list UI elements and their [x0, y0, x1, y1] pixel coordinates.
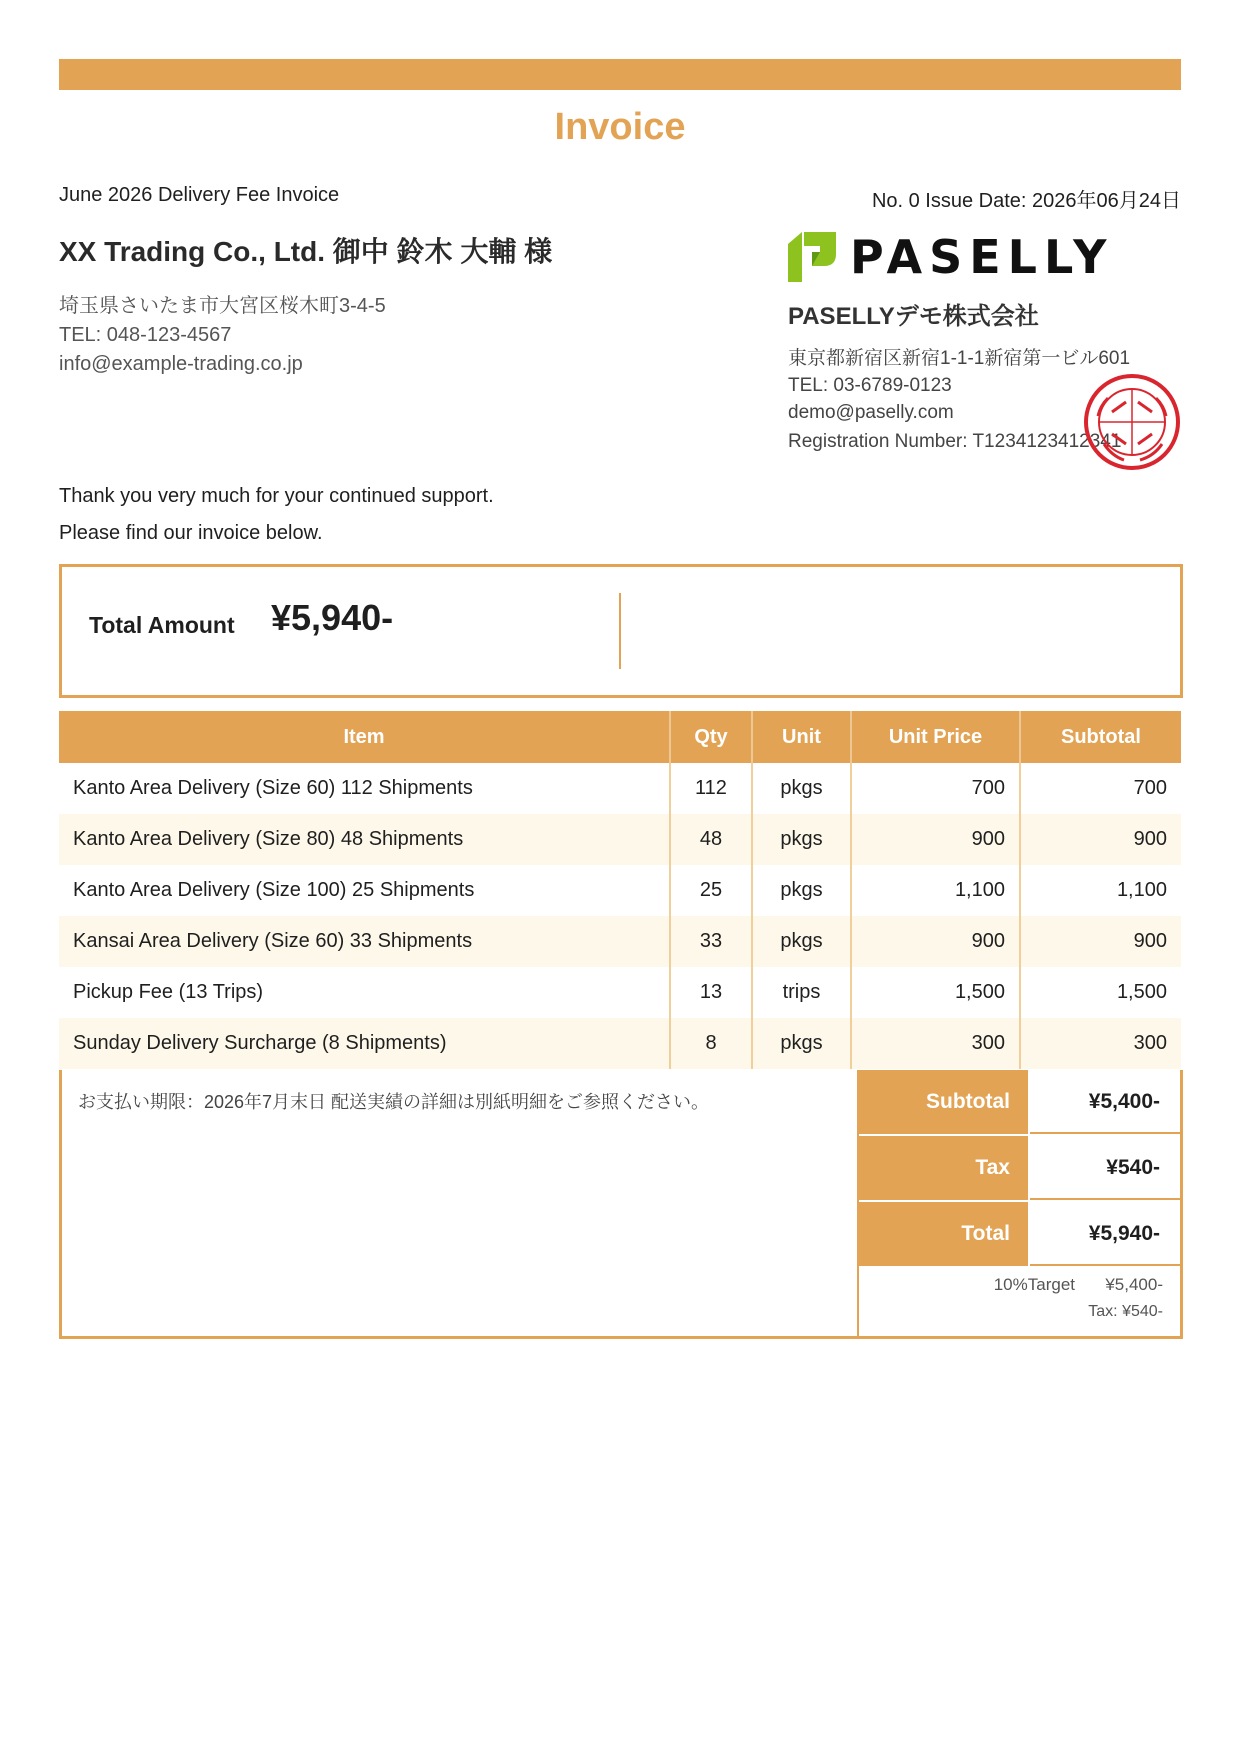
cell-unit: trips [752, 967, 851, 1018]
tax-value: ¥540- [1030, 1136, 1180, 1200]
company-seal-stamp [1082, 372, 1182, 472]
issuer-address: 東京都新宿区新宿1-1-1新宿第一ビル601 [788, 348, 1131, 369]
issuer-email: demo@paselly.com [788, 402, 954, 423]
invoice-subject: June 2026 Delivery Fee Invoice [59, 184, 340, 206]
cell-qty: 33 [670, 916, 752, 967]
client-address: 埼玉県さいたま市大宮区桜木町3-4-5 [59, 295, 386, 317]
cell-item: Kanto Area Delivery (Size 100) 25 Shipments [59, 865, 670, 916]
table-row [59, 1018, 1181, 1069]
greeting-line-2: Please find our invoice below. [59, 522, 323, 544]
total-amount-label: Total Amount [89, 612, 235, 638]
greeting-line-1: Thank you very much for your continued support. [59, 485, 494, 507]
cell-subtotal: 900 [1020, 814, 1181, 865]
subtotal-label: Subtotal [859, 1070, 1028, 1134]
issuer-tel: TEL: 03-6789-0123 [788, 375, 952, 396]
company-logo [788, 230, 1113, 284]
cell-unit: pkgs [752, 814, 851, 865]
cell-unit: pkgs [752, 1018, 851, 1069]
total-box-divider [619, 593, 621, 669]
total-value: ¥5,940- [1030, 1202, 1180, 1266]
header-unit: Unit [752, 711, 851, 763]
cell-subtotal: 900 [1020, 916, 1181, 967]
issuer-info [788, 345, 1130, 426]
cell-subtotal: 700 [1133, 777, 1167, 799]
cell-unit-price: 900 [851, 814, 1020, 865]
cell-item: Kanto Area Delivery (Size 60) 112 Shipments [59, 763, 670, 814]
cell-qty: 8 [670, 1018, 752, 1069]
logo-wordmark: PASELLY [850, 230, 1114, 284]
tax-target-value: ¥5,400- [1105, 1275, 1163, 1294]
cell-subtotal: 300 [1020, 1018, 1181, 1069]
header-item: Item [59, 711, 670, 763]
table-row [59, 916, 1181, 967]
header-qty: Qty [670, 711, 752, 763]
header-unit-price: Unit Price [851, 711, 1020, 763]
cell-qty: 25 [670, 865, 752, 916]
table-header-row [59, 711, 1181, 763]
tax-rate-label: 10%Target [993, 1275, 1075, 1294]
header-subtotal: Subtotal [1020, 711, 1181, 763]
summary-section [59, 1070, 1183, 1339]
payment-note: お支払い期限：2026年7月末日 配送実績の詳細は別紙明細をご参照ください。 [78, 1092, 710, 1112]
table-row [59, 814, 1181, 865]
cell-subtotal: 1,500 [1116, 981, 1167, 1003]
cell-qty: 13 [670, 967, 752, 1018]
client-info [59, 292, 386, 379]
cell-unit-price: 1,100 [851, 865, 1020, 916]
subtotal-value: ¥5,400- [1030, 1070, 1180, 1134]
total-label: Total [859, 1202, 1028, 1266]
tax-label: Tax [859, 1136, 1028, 1200]
total-amount-box [59, 564, 1183, 698]
table-row [59, 865, 1181, 916]
cell-unit: pkgs [752, 763, 851, 814]
cell-item: Sunday Delivery Surcharge (8 Shipments) [59, 1018, 670, 1069]
cell-unit: pkgs [752, 865, 851, 916]
tax-breakdown: Tax: ¥540- [1088, 1303, 1163, 1320]
invoice-number-date: No. 0 Issue Date: 2026年06月24日 [871, 190, 1181, 212]
registration-number: Registration Number: T1234123412341 [788, 431, 1122, 452]
client-email: info@example-trading.co.jp [59, 353, 303, 375]
cell-unit-price: 300 [851, 1018, 1020, 1069]
cell-qty: 48 [670, 814, 752, 865]
cell-unit-price: 700 [851, 763, 1020, 814]
client-name: XX Trading Co., Ltd. 御中 鈴木 大輔 様 [59, 236, 553, 267]
cell-subtotal: 1,100 [1116, 879, 1167, 901]
cell-item: Kanto Area Delivery (Size 80) 48 Shipments [59, 814, 670, 865]
issuer-company-name: PASELLYデモ株式会社 [788, 303, 1039, 330]
cell-item: Pickup Fee (13 Trips) [59, 967, 670, 1018]
total-amount-value: ¥5,940- [271, 597, 394, 638]
client-tel: TEL: 048-123-4567 [59, 324, 232, 346]
cell-unit: pkgs [752, 916, 851, 967]
table-row [59, 967, 1181, 1018]
header-accent-bar [59, 59, 1181, 90]
table-row [59, 763, 1181, 814]
document-title: Invoice [554, 106, 686, 148]
cell-unit-price: 900 [851, 916, 1020, 967]
logo-leaf-icon [788, 232, 836, 282]
cell-unit-price: 1,500 [851, 967, 1020, 1018]
cell-qty: 112 [670, 763, 752, 814]
line-items-table [59, 711, 1181, 1069]
cell-item: Kansai Area Delivery (Size 60) 33 Shipments [59, 916, 670, 967]
greeting [59, 478, 494, 552]
